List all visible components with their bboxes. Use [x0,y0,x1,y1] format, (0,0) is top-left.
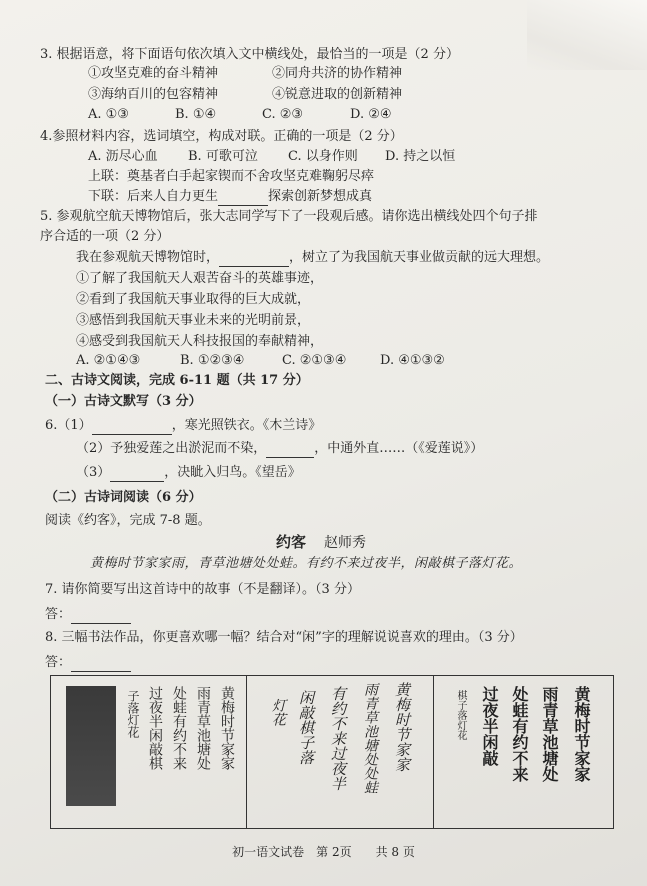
q8-answer-label: 答： [45,655,72,670]
panel1-col: 处蛙有约不来 [171,686,187,770]
q6-3-post: ，决眦入归鸟。《望岳》 [164,465,301,480]
q3-sentence-4: ④锐意进取的创新精神 [272,87,403,102]
page-footer: 初一语文试卷 第 2页 共 8 页 [232,845,415,859]
q3-sentence-3: ③海纳百川的包容精神 [88,87,219,102]
panel1-col: 黄梅时节家家 [219,686,235,770]
q4-lower-couplet [88,188,372,206]
q7-answer-blank[interactable] [71,623,131,624]
panel1-col: 子落灯花 [126,690,140,738]
q4-option-a: A. 沥尽心血 [88,149,158,164]
q5-option-d: D. ④①③② [380,353,445,368]
q6-1-post: ，寒光照铁衣。《木兰诗》 [171,418,322,433]
q4-lower-pre: 下联：后来人自力更生 [88,189,219,204]
q5-intro-pre: 我在参观航天博物馆时， [76,250,220,265]
q8-answer-blank[interactable] [71,671,131,672]
section2-sub1: （一）古诗文默写（3 分） [45,394,202,409]
q4-option-d: D. 持之以恒 [385,149,456,164]
q4-answer-blank[interactable] [218,205,268,206]
q5-option-b: B. ①②③④ [180,353,245,368]
q8-answer [45,654,131,672]
panel2-col: 雨青草池塘处处蛙 [362,682,378,794]
calligraphy-table [50,675,614,829]
q5-answer-blank[interactable] [219,266,289,267]
panel3-col: 处蛙有约不来 [510,686,529,782]
calligraphy-panel-2 [246,676,434,828]
section2-instruction: 阅读《约客》，完成 7-8 题。 [45,513,211,528]
panel3-col: 黄梅时节家家 [572,686,591,782]
q4-upper-couplet: 上联：奠基者白手起家锲而不舍攻坚克难鞠躬尽瘁 [88,169,375,184]
panel1-col: 过夜半闲敲棋 [147,686,163,770]
q5-intro [76,249,549,267]
q6-3 [76,464,301,482]
q6-2-pre: （2）予独爱莲之出淤泥而不染， [76,441,267,456]
q3-option-c: C. ②③ [262,107,304,122]
q5-stem-line2: 序合适的一项（2 分） [40,229,170,244]
poem-text: 黄梅时节家家雨，青草池塘处处蛙。有约不来过夜半，闲敲棋子落灯花。 [90,556,523,571]
q3-sentence-1: ①攻坚克难的奋斗精神 [88,66,219,81]
q8-stem: 8. 三幅书法作品，你更喜欢哪一幅？结合对“闲”字的理解说说喜欢的理由。（3 分） [45,630,523,645]
q3-option-b: B. ①④ [175,107,217,122]
q5-sentence-1: ①了解了我国航天人艰苦奋斗的英雄事迹， [76,271,324,286]
q5-sentence-4: ④感受到我国航天人科技报国的奉献精神， [76,334,324,349]
q3-option-a: A. ①③ [88,107,129,122]
q3-sentence-2: ②同舟共济的协作精神 [272,66,403,81]
q6-1-pre: 6.（1） [45,418,92,433]
q6-2 [76,440,483,458]
page-fold-shadow [527,0,647,70]
q6-2-blank[interactable] [266,457,314,458]
panel2-col: 有约不来过夜半 [329,686,347,791]
calligraphy-panel-1 [51,676,247,828]
q5-stem-line1: 5. 参观航空航天博物馆后，张大志同学写下了一段观后感。请你选出横线处四个句子排 [40,209,538,224]
panel3-seal-text: 棋子落灯花 [455,690,466,740]
q3-stem: 3. 根据语意，将下面语句依次填入文中横线处，最恰当的一项是（2 分） [40,47,459,62]
q4-stem: 4.参照材料内容，选词填空，构成对联。正确的一项是（2 分） [40,129,403,144]
q4-option-c: C. 以身作则 [288,149,358,164]
panel3-col: 过夜半闲敲 [480,686,499,766]
q5-option-c: C. ②①③④ [282,353,347,368]
q6-3-pre: （3） [76,465,111,480]
q5-option-a: A. ②①④③ [76,353,141,368]
poem-heading [276,533,366,553]
q4-lower-post: 探索创新梦想成真 [268,189,373,204]
q6-1-blank[interactable] [92,434,172,435]
q5-intro-post: ，树立了为我国航天事业做贡献的远大理想。 [289,250,550,265]
panel3-col: 雨青草池塘处 [540,686,559,782]
panel2-col: 黄梅时节家家 [393,682,411,772]
panel2-col: 闲敲棋子落 [297,690,315,765]
panel2-col: 灯花 [270,698,286,726]
q7-stem: 7. 请你简要写出这首诗中的故事（不是翻译）。（3 分） [45,582,360,597]
q5-sentence-2: ②看到了我国航天事业取得的巨大成就， [76,292,311,307]
section2-sub2: （二）古诗词阅读（6 分） [45,490,202,505]
panel1-col: 雨青草池塘处 [195,686,211,770]
q5-sentence-3: ③感悟到我国航天事业未来的光明前景， [76,313,311,328]
poem-title: 约客 [276,533,307,551]
poem-author: 赵师秀 [324,535,367,551]
calligraphy-panel-3 [433,676,613,828]
calligraphy-scroll-image [66,686,116,806]
q7-answer-label: 答： [45,607,72,622]
section2-heading: 二、古诗文阅读，完成 6-11 题（共 17 分） [45,373,309,388]
q6-2-post: ，中通外直……（《爱莲说》） [314,441,484,456]
q3-option-d: D. ②④ [350,107,392,122]
q7-answer [45,606,131,624]
q6-3-blank[interactable] [110,481,164,482]
q4-option-b: B. 可歌可泣 [188,149,258,164]
q6-1 [45,417,321,435]
